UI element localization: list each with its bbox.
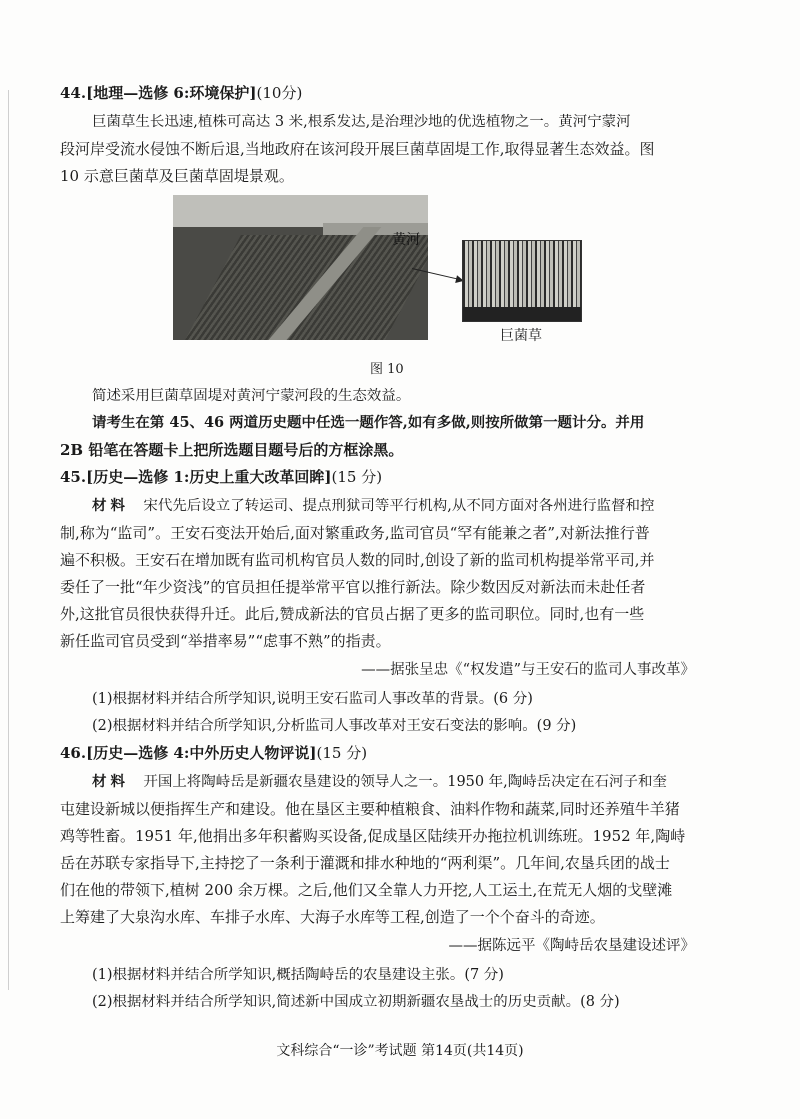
q45-material-line-4: 委任了一批“年少资浅”的官员担任提举常平官以推行新法。除少数因反对新法而未赴任者 (60, 578, 646, 596)
q45-heading: 45.[历史—选修 1:历史上重大改革回眸](15 分) (60, 468, 383, 486)
q44-question: 简述采用巨菌草固堤对黄河宁蒙河段的生态效益。 (92, 388, 411, 404)
q46-heading: 46.[历史—选修 4:中外历史人物评说](15 分) (60, 744, 368, 762)
figure-caption: 图 10 (370, 362, 404, 377)
q45-source: ——据张呈忠《“权发遣”与王安石的监司人事改革》 (361, 662, 695, 678)
q44-text-line-2: 段河岸受流水侵蚀不断后退,当地政府在该河段开展巨菌草固堤工作,取得显著生态效益。图 (60, 140, 655, 158)
notice-line-2: 2B 铅笔在答题卡上把所选题目题号后的方框涂黑。 (60, 441, 404, 459)
q46-subquestion-1: (1)根据材料并结合所学知识,概括陶峙岳的农垦建设主张。(7 分) (92, 967, 504, 983)
figure-label-yellow-river: 黄河 (392, 232, 420, 248)
q46-material-line-2: 屯建设新城以便指挥生产和建设。他在垦区主要种植粮食、油料作物和蔬菜,同时还养殖牛羊猪 (60, 800, 680, 818)
q44-text-line-3: 10 示意巨菌草及巨菌草固堤景观。 (60, 167, 294, 185)
left-margin-line (8, 90, 9, 990)
giant-grass-photo (462, 240, 582, 322)
q46-material-line-4: 岳在苏联专家指导下,主持挖了一条利于灌溉和排水种地的“两利渠”。几年间,农垦兵团的战士 (60, 854, 670, 872)
q46-source: ——据陈远平《陶峙岳农垦建设述评》 (448, 938, 695, 954)
q45-material-line-2: 制,称为“监司”。王安石变法开始后,面对繁重政务,监司官员“罕有能兼之者”,对新法推行普 (60, 524, 650, 542)
q46-material-line-1: 材料 开国上将陶峙岳是新疆农垦建设的领导人之一。1950 年,陶峙岳决定在石河子和奎 (92, 773, 667, 790)
q45-subquestion-1: (1)根据材料并结合所学知识,说明王安石监司人事改革的背景。(6 分) (92, 691, 533, 707)
q46-material-line-6: 上筹建了大泉沟水库、车排子水库、大海子水库等工程,创造了一个个奋斗的奇迹。 (60, 908, 605, 926)
q46-material-line-3: 鸡等牲畜。1951 年,他捐出多年积蓄购买设备,促成垦区陆续开办拖拉机训练班。1952 年,陶峙 (60, 827, 686, 845)
page-footer: 文科综合“一诊”考试题 第14页(共14页) (276, 1043, 524, 1059)
q45-subquestion-2: (2)根据材料并结合所学知识,分析监司人事改革对王安石变法的影响。(9 分) (92, 718, 577, 734)
notice-line-1: 请考生在第 45、46 两道历史题中任选一题作答,如有多做,则按所做第一题计分。并用 (92, 414, 645, 431)
figure-label-giant-grass: 巨菌草 (500, 328, 542, 344)
q45-material-line-6: 新任监司官员受到“举措率易”“虑事不熟”的指责。 (60, 632, 391, 650)
q45-material-line-3: 遍不积极。王安石在增加既有监司机构官员人数的同时,创设了新的监司机构提举常平司,并 (60, 551, 655, 569)
q46-material-line-5: 们在他的带领下,植树 200 余万棵。之后,他们又全靠人力开挖,人工运土,在荒无人烟的戈壁滩 (60, 881, 673, 899)
q45-material-line-1: 材料 宋代先后设立了转运司、提点刑狱司等平行机构,从不同方面对各州进行监督和控 (92, 497, 655, 514)
q44-heading: 44.[地理—选修 6:环境保护](10分) (60, 84, 303, 102)
q46-subquestion-2: (2)根据材料并结合所学知识,简述新中国成立初期新疆农垦战士的历史贡献。(8 分) (92, 994, 620, 1010)
q44-text-line-1: 巨菌草生长迅速,植株可高达 3 米,根系发达,是治理沙地的优选植物之一。黄河宁蒙河 (92, 114, 631, 130)
q45-material-line-5: 外,这批官员很快获得升迁。此后,赞成新法的官员占据了更多的监司职位。同时,也有一些 (60, 605, 645, 623)
levee-landscape-photo (173, 195, 428, 340)
